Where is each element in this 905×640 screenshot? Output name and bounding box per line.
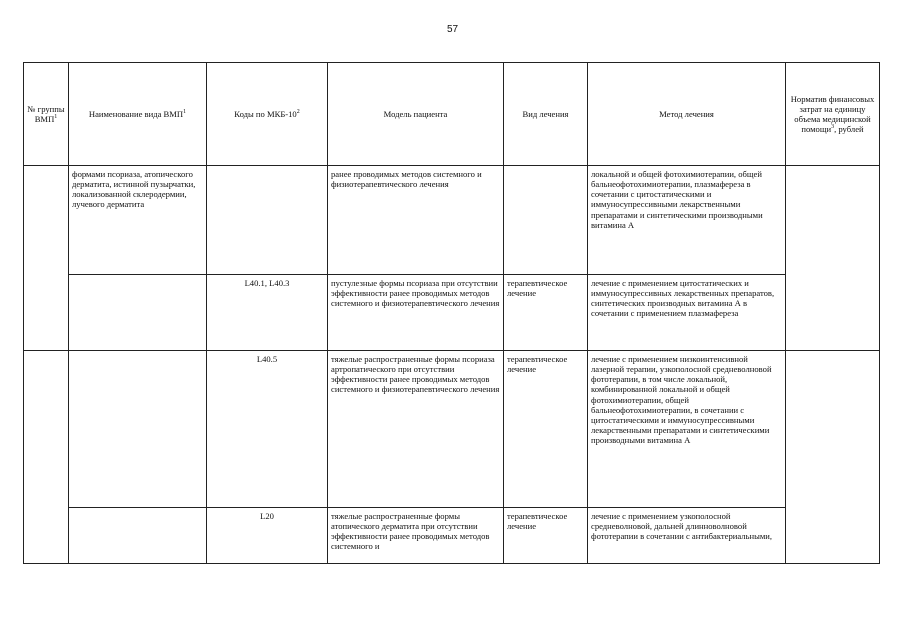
cell-type: терапевтическое лечение <box>504 508 588 564</box>
page-number: 57 <box>446 24 459 35</box>
header-norm: Норматив финансовых затрат на единицу объема медицинской помощи$^3$, рублей <box>786 63 880 166</box>
header-treatment-type: Вид лечения <box>504 63 588 166</box>
cell-method: лечение с применением низкоинтенсивной лазерной терапии, узкополосной средневолновой фототерапии, в том числе локальной, комбинированной локальной и общей фотохимиотерапии, общей бальнеофотохимиотерапии, в сочетании с цитостатическими и иммуносупрессивными лекарственными препаратами и синтетическими производными витамина А <box>588 351 786 508</box>
cell-group <box>24 275 69 351</box>
cell-norm <box>786 275 880 351</box>
cell-codes: L20 <box>207 508 328 564</box>
header-group-no: № группы ВМП$^1$ <box>24 63 69 166</box>
cell-model: тяжелые распространенные формы псориаза артропатического при отсутствии эффективности ранее проводимых методов системного и физиотерапевтического лечения <box>328 351 504 508</box>
cell-method: локальной и общей фотохимиотерапии, общей бальнеофотохимиотерапии, плазмафереза в сочетании с цитостатическими и иммуносупрессивными лекарственными препаратами и синтетическими производными витамина А <box>588 166 786 275</box>
cell-norm <box>786 508 880 564</box>
table-row <box>24 351 880 508</box>
cell-codes: L40.1, L40.3 <box>207 275 328 351</box>
cell-model: тяжелые распространенные формы атопического дерматита при отсутствии эффективности ранее проводимых методов системного и <box>328 508 504 564</box>
cell-norm <box>786 166 880 275</box>
table-row <box>24 166 880 275</box>
cell-type <box>504 166 588 275</box>
cell-method: лечение с применением цитостатических и иммуносупрессивных лекарственных препаратов, синтетических производных витамина А в сочетании с применением плазмафереза <box>588 275 786 351</box>
table-row <box>24 275 880 351</box>
cell-name <box>69 275 207 351</box>
cell-codes <box>207 166 328 275</box>
cell-model: ранее проводимых методов системного и физиотерапевтического лечения <box>328 166 504 275</box>
cell-group <box>24 166 69 275</box>
cell-type: терапевтическое лечение <box>504 351 588 508</box>
cell-name <box>69 351 207 508</box>
vmp-table <box>23 62 880 564</box>
table-header-row <box>24 63 880 166</box>
cell-norm <box>786 351 880 508</box>
cell-codes: L40.5 <box>207 351 328 508</box>
header-patient-model: Модель пациента <box>328 63 504 166</box>
cell-name: формами псориаза, атопического дерматита, истинной пузырчатки, локализованной склеродермии, лучевого дерматита <box>69 166 207 275</box>
header-treatment-method: Метод лечения <box>588 63 786 166</box>
cell-type: терапевтическое лечение <box>504 275 588 351</box>
cell-name <box>69 508 207 564</box>
header-icd-codes: Коды по МКБ-$10^2$ <box>207 63 328 166</box>
cell-method: лечение с применением узкополосной средневолновой, дальней длинноволновой фототерапии в сочетании с антибактериальными, <box>588 508 786 564</box>
cell-group <box>24 508 69 564</box>
header-vmp-name: Наименование вида ВМП$^1$ <box>69 63 207 166</box>
cell-model: пустулезные формы псориаза при отсутствии эффективности ранее проводимых методов системного и физиотерапевтического лечения <box>328 275 504 351</box>
cell-group <box>24 351 69 508</box>
table-row <box>24 508 880 564</box>
